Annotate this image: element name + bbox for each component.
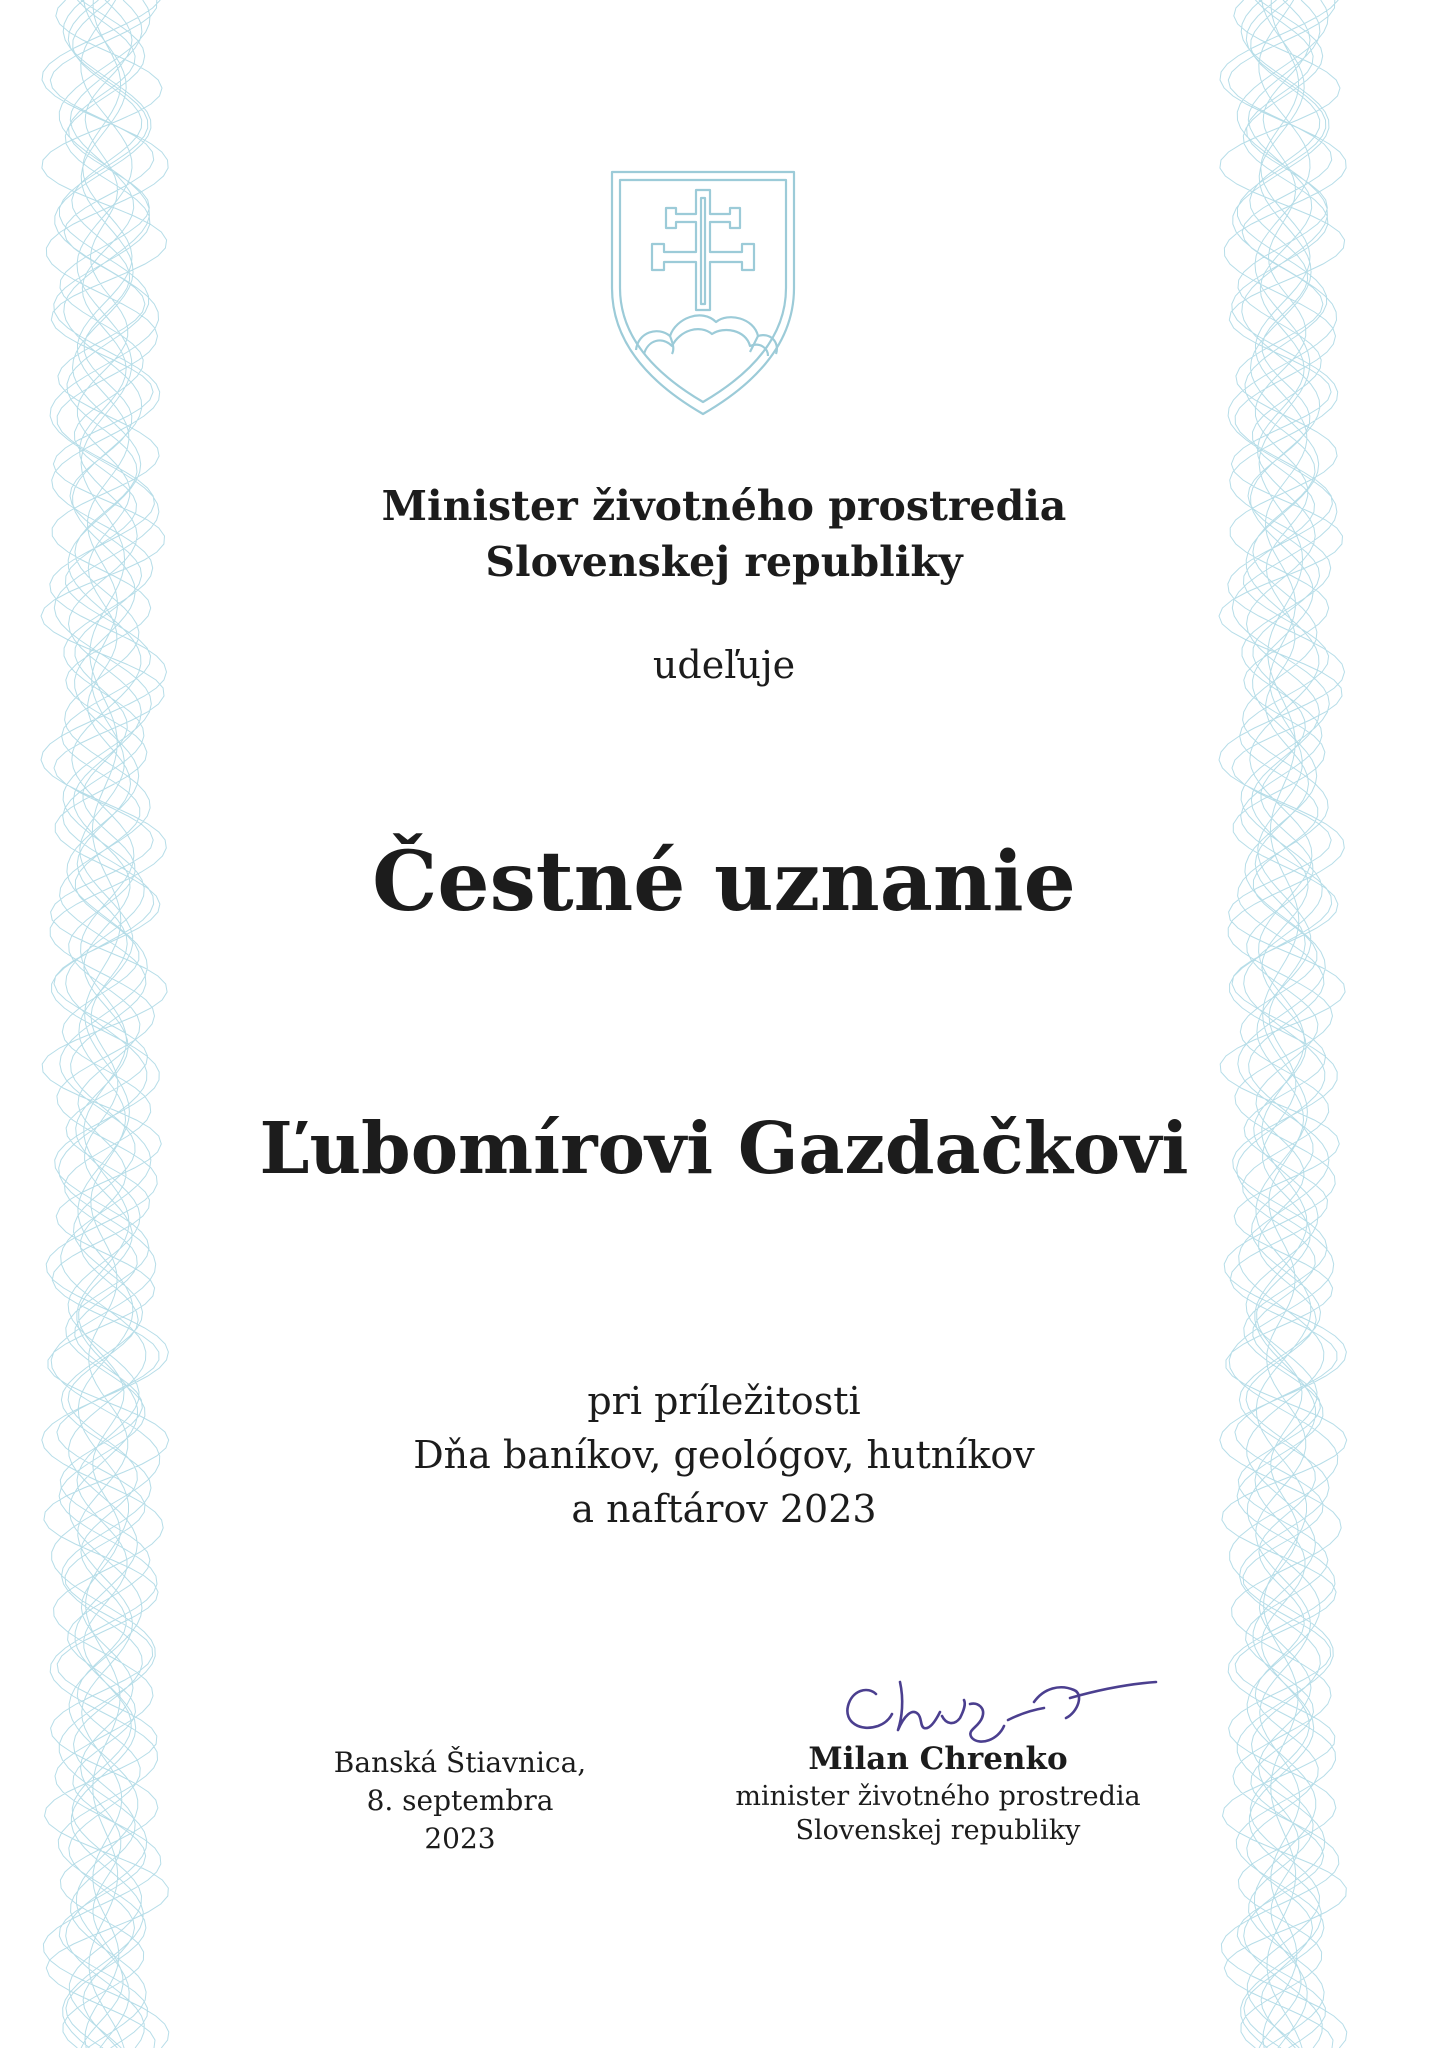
issuer-heading <box>0 478 1448 590</box>
issuer-line-2: Slovenskej republiky <box>485 538 963 586</box>
slovak-coat-of-arms-icon <box>608 168 798 418</box>
occasion-line-2: Dňa baníkov, geológov, hutníkov <box>413 1433 1035 1477</box>
date: 8. septembra 2023 <box>366 1784 554 1855</box>
place: Banská Štiavnica, <box>333 1746 587 1779</box>
right-guilloche-border <box>1218 0 1348 2048</box>
signatory-name: Milan Chrenko <box>808 1741 1068 1777</box>
signatory-role-line-2: Slovenskej republiky <box>795 1815 1081 1846</box>
awards-word: udeľuje <box>652 643 796 687</box>
issuer-line-1: Minister životného prostredia <box>381 482 1067 530</box>
occasion-line-1: pri príležitosti <box>587 1379 861 1423</box>
award-title: Čestné uznanie <box>372 834 1076 930</box>
left-guilloche-border <box>40 0 170 2048</box>
occasion-line-3: a naftárov 2023 <box>571 1487 877 1531</box>
recipient-name: Ľubomírovi Gazdačkovi <box>259 1106 1189 1190</box>
signatory-role-line-1: minister životného prostredia <box>735 1781 1141 1812</box>
signatory-block <box>728 1738 1148 1848</box>
occasion-text <box>0 1374 1448 1536</box>
place-and-date <box>330 1744 590 1858</box>
